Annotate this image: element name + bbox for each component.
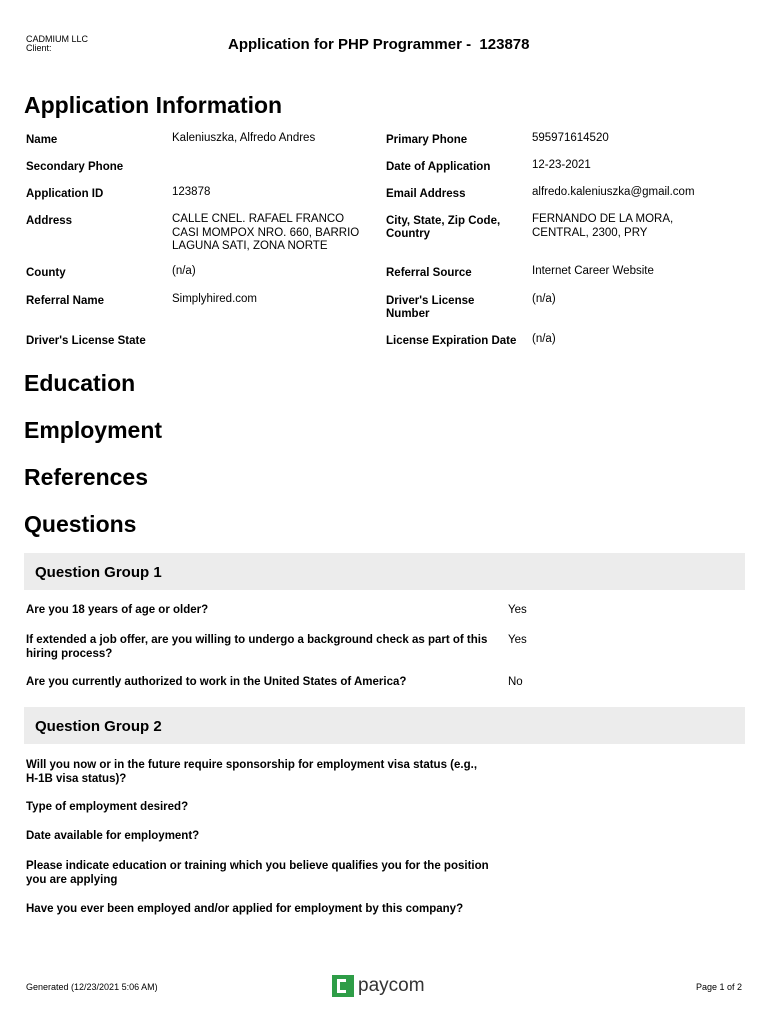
secondary-phone-label: Secondary Phone	[26, 161, 124, 173]
paycom-logo	[332, 975, 425, 997]
date-of-application-value: 12-23-2021	[532, 159, 591, 171]
name-label: Name	[26, 134, 58, 146]
question-group-2-q5: Have you ever been employed and/or applied for employment by this company?	[26, 903, 464, 915]
client-label: Client:	[26, 43, 52, 53]
license-expiration-date-label: License Expiration Date	[386, 335, 517, 347]
county-value: (n/a)	[172, 265, 196, 277]
county-label: County	[26, 267, 66, 279]
generated-timestamp: Generated (12/23/2021 5:06 AM)	[26, 982, 158, 992]
question-group-1-q2	[26, 634, 501, 661]
city-value-line-2: CENTRAL, 2300, PRY	[532, 226, 648, 239]
document-title: Application for PHP Programmer - 123878	[228, 36, 530, 53]
name-value: Kaleniuszka, Alfredo Andres	[172, 132, 316, 144]
city-state-zip-country-value	[532, 213, 673, 240]
question-group-2-q2: Type of employment desired?	[26, 801, 189, 813]
city-state-zip-country-label	[386, 215, 500, 241]
g2-q4-line-1: Please indicate education or training which you believe qualifies you for the position	[26, 860, 489, 872]
question-group-1-title: Question Group 1	[35, 564, 162, 581]
paycom-mark-icon	[332, 975, 354, 997]
g2-q1-line-2: H-1B visa status)?	[26, 772, 127, 785]
g2-q1-line-1: Will you now or in the future require sponsorship for employment visa status (e.g.,	[26, 759, 478, 771]
application-id-label: Application ID	[26, 188, 104, 200]
license-expiration-date-value: (n/a)	[532, 333, 556, 345]
primary-phone-label: Primary Phone	[386, 134, 468, 146]
q2-line-1: If extended a job offer, are you willing to undergo a background check as part of this	[26, 634, 488, 646]
application-id-value: 123878	[172, 186, 211, 198]
question-group-2-q3: Date available for employment?	[26, 830, 200, 842]
address-value	[172, 213, 359, 254]
city-value-line-1: FERNANDO DE LA MORA,	[532, 213, 674, 225]
paycom-logo-text: paycom	[358, 975, 425, 996]
date-of-application-label: Date of Application	[386, 161, 491, 173]
question-group-2-title: Question Group 2	[35, 718, 162, 735]
question-group-1-a2: Yes	[508, 634, 527, 646]
email-address-label: Email Address	[386, 188, 466, 200]
question-group-2-q4	[26, 860, 501, 887]
address-line-3: LAGUNA SATI, ZONA NORTE	[172, 240, 328, 252]
question-group-2-q1	[26, 759, 501, 786]
q2-line-2: hiring process?	[26, 647, 113, 660]
primary-phone-value: 595971614520	[532, 132, 609, 144]
section-heading-application-information: Application Information	[24, 92, 283, 118]
email-address-value: alfredo.kaleniuszka@gmail.com	[532, 186, 695, 198]
g2-q4-line-2: you are applying	[26, 873, 118, 886]
section-heading-employment: Employment	[24, 417, 163, 443]
dl-number-label-line-2: Number	[386, 308, 430, 320]
section-heading-references: References	[24, 464, 149, 490]
page-number: Page 1 of 2	[695, 982, 742, 992]
drivers-license-number-label	[386, 295, 474, 321]
question-group-1-a1: Yes	[508, 604, 527, 616]
drivers-license-number-value: (n/a)	[532, 293, 556, 305]
city-label-line-2: Country	[386, 228, 431, 240]
referral-name-value: Simplyhired.com	[172, 293, 257, 305]
address-label: Address	[26, 215, 73, 227]
question-group-2-header	[24, 707, 745, 744]
dl-number-label-line-1: Driver's License	[386, 295, 475, 307]
question-group-1-q3: Are you currently authorized to work in the United States of America?	[26, 676, 407, 688]
referral-source-value: Internet Career Website	[532, 265, 654, 277]
drivers-license-state-label: Driver's License State	[26, 335, 146, 347]
question-group-1-header	[24, 553, 745, 590]
question-group-1-q1: Are you 18 years of age or older?	[26, 604, 209, 616]
section-heading-education: Education	[24, 370, 136, 396]
address-line-2: CASI MOMPOX NRO. 660, BARRIO	[172, 226, 360, 239]
company-name: CADMIUM LLC	[26, 34, 89, 44]
referral-name-label: Referral Name	[26, 295, 104, 307]
address-line-1: CALLE CNEL. RAFAEL FRANCO	[172, 213, 345, 225]
question-group-1-a3: No	[508, 676, 523, 688]
referral-source-label: Referral Source	[386, 267, 472, 279]
section-heading-questions: Questions	[24, 511, 137, 537]
city-label-line-1: City, State, Zip Code,	[386, 215, 501, 227]
